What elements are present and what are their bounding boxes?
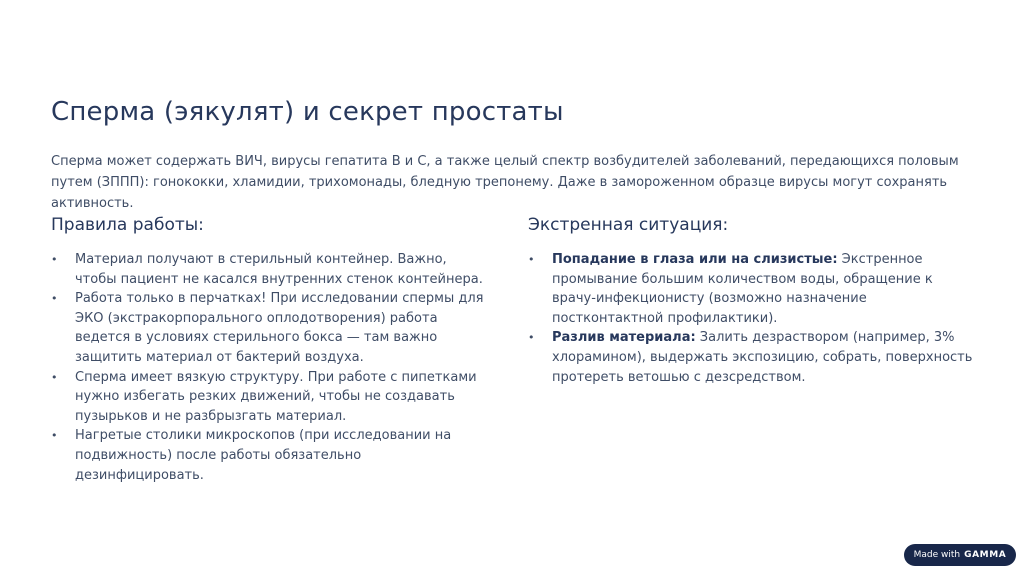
bullet-icon: • [51,292,58,306]
list-item-label: Попадание в глаза или на слизистые: [552,252,838,267]
bullet-icon: • [528,253,535,266]
list-item-text: Работа только в перчатках! При исследовании спермы для ЭКО (экстракорпорального оплодотворения) работа ведется в условиях стерильного бокса — там важно защитить материал от бактерий воздуха. [75,291,484,365]
rules-heading: Правила работы: [51,215,204,235]
rules-section [51,212,491,485]
page-title: Сперма (эякулят) и секрет простаты [51,97,564,127]
intro-paragraph: Сперма может содержать ВИЧ, вирусы гепатита В и С, а также целый спектр возбудителей заболеваний, передающихся половым путем (ЗППП): гонококки, хламидии, трихомонады, бледную трепонему. Даже в замороженном образце вирусы могут сохранять активность. [51,154,959,211]
list-item [51,426,491,485]
bullet-icon: • [51,370,58,384]
made-with-gamma-badge[interactable] [904,544,1016,566]
list-item-text: Материал получают в стерильный контейнер. Важно, чтобы пациент не касался внутренних стенок контейнера. [75,252,483,287]
list-item [51,368,491,427]
list-item-text: Залить дезраствором (например, 3% хлорамином), выдержать экспозицию, собрать, поверхность протереть ветошью с дезсредством. [552,330,973,385]
list-item [528,328,976,387]
list-item-label: Разлив материала: [552,330,696,346]
emergency-list [528,250,976,387]
list-item [51,250,491,289]
rules-list [51,250,491,485]
bullet-icon: • [528,331,535,345]
list-item [528,250,976,328]
emergency-section [528,212,976,387]
badge-prefix: Made with [913,550,961,560]
list-item [51,289,491,367]
list-item-text: Сперма имеет вязкую структуру. При работе с пипетками нужно избегать резких движений, чтобы не создавать пузырьков и не разбрызгать материал. [75,369,477,424]
bullet-icon: • [51,253,58,266]
list-item-text: Нагретые столики микроскопов (при исследовании на подвижность) после работы обязательно дезинфицировать. [75,428,452,483]
gamma-logo: GAMMA [964,550,1007,560]
list-item-text: Экстренное промывание большим количеством воды, обращение к врачу-инфекционисту (возможно назначение постконтактной профилактики). [552,252,933,326]
emergency-heading: Экстренная ситуация: [528,215,729,235]
bullet-icon: • [51,429,58,443]
